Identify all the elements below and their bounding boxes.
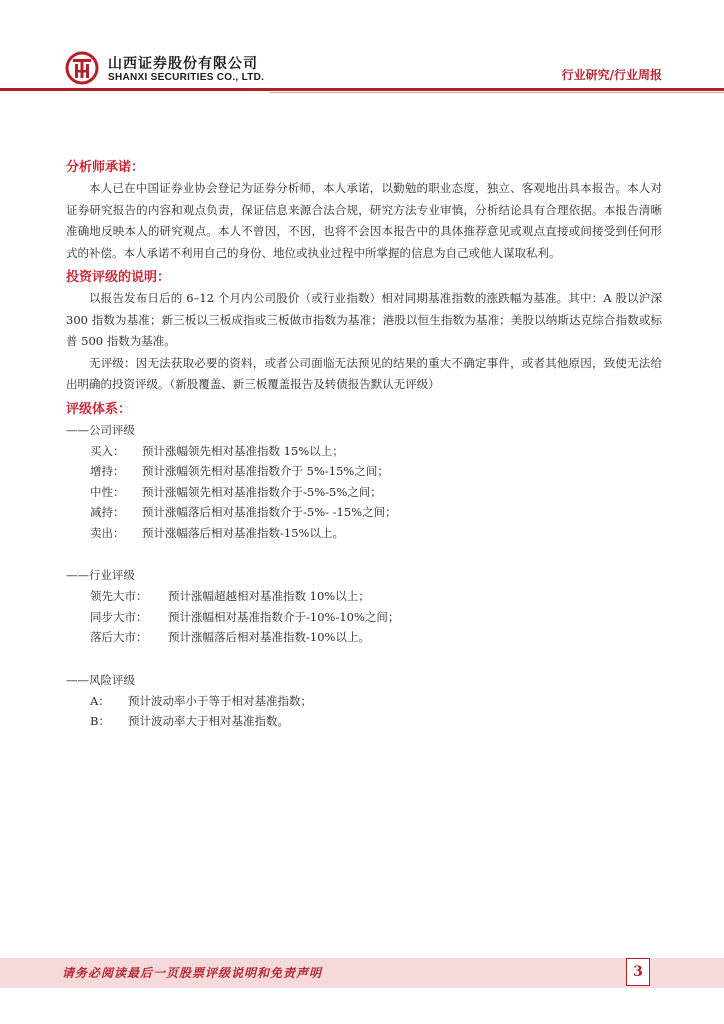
rating-desc: 预计波动率小于等于相对基准指数；	[128, 693, 312, 708]
rating-explain-para-1: 以报告发布日后的 6–12 个月内公司股价（或行业指数）相对同期基准指数的涨跌幅为基准。其中：A 股以沪深 300 指数为基准；新三板以三板成指或三板做市指数为基准；港股以恒生指数为基准；美股以纳斯达克综合指数或标普 500 指数为基准。	[66, 291, 662, 348]
rating-row	[66, 523, 662, 544]
rating-name: 减持：	[90, 505, 125, 519]
rating-name: B：	[90, 714, 110, 728]
rating-system-section	[66, 400, 662, 732]
analyst-commitment-section	[66, 158, 662, 264]
page-number: 3	[626, 958, 650, 986]
rating-name: 领先大市：	[90, 589, 148, 603]
rating-row	[66, 711, 662, 732]
rating-desc: 预计涨幅落后相对基准指数-10%以上。	[168, 630, 370, 644]
section-title-rating-explain: 投资评级的说明：	[66, 270, 171, 285]
header-divider	[0, 88, 724, 91]
rating-name: 卖出：	[90, 525, 125, 540]
rating-name: A：	[90, 693, 110, 708]
analyst-commitment-text: 本人已在中国证券业协会登记为证券分析师，本人承诺，以勤勉的职业态度，独立、客观地出具本报告。本人对证券研究报告的内容和观点负责，保证信息来源合法合规，研究方法专业审慎，分析结论具有合理依据。本报告清晰准确地反映本人的研究观点。本人不曾因，不因，也将不会因本报告中的具体推荐意见或观点直接或间接受到任何形式的补偿。本人承诺不利用自己的身份、地位或执业过程中所掌握的信息为自己或他人谋取私利。	[66, 181, 662, 260]
rating-desc: 预计涨幅领先相对基准指数 15%以上；	[142, 443, 344, 458]
section-title-rating-system: 评级体系：	[66, 401, 132, 417]
industry-rating-label: ——行业评级	[66, 568, 135, 582]
rating-row	[66, 691, 662, 712]
company-name-en: SHANXI SECURITIES CO., LTD.	[108, 72, 265, 83]
company-rating-label: ——公司评级	[66, 422, 135, 437]
rating-desc: 预计涨幅落后相对基准指数-15%以上。	[142, 525, 344, 540]
header-divider-thin	[270, 92, 724, 93]
rating-name: 增持：	[90, 464, 125, 478]
spacer	[66, 543, 662, 565]
rating-name: 同步大市：	[90, 609, 148, 624]
rating-row	[66, 607, 662, 628]
rating-name: 中性：	[90, 484, 125, 499]
company-name-cn: 山西证券股份有限公司	[108, 56, 258, 72]
rating-desc: 预计波动率大于相对基准指数。	[128, 714, 289, 728]
rating-row	[66, 482, 662, 503]
rating-name: 落后大市：	[90, 630, 148, 644]
rating-desc: 预计涨幅领先相对基准指数介于-5%-5%之间；	[142, 484, 382, 499]
section-title-analyst: 分析师承诺：	[66, 160, 145, 175]
risk-rating-label: ——风险评级	[66, 672, 135, 687]
rating-row	[66, 627, 662, 648]
company-logo-icon	[64, 50, 100, 86]
page-header	[0, 0, 724, 96]
rating-desc: 预计涨幅落后相对基准指数介于-5%- -15%之间；	[142, 505, 397, 519]
rating-desc: 预计涨幅相对基准指数介于-10%-10%之间；	[168, 609, 400, 624]
report-type: 行业研究/行业周报	[561, 68, 662, 82]
spacer	[66, 648, 662, 670]
rating-desc: 预计涨幅领先相对基准指数介于 5%-15%之间；	[142, 464, 389, 478]
rating-row	[66, 586, 662, 607]
main-content	[66, 158, 662, 736]
rating-desc: 预计涨幅超越相对基准指数 10%以上；	[168, 589, 370, 603]
rating-name: 买入：	[90, 443, 125, 458]
footer-disclaimer-notice: 请务必阅读最后一页股票评级说明和免责声明	[62, 966, 323, 980]
rating-row	[66, 461, 662, 482]
rating-row	[66, 441, 662, 462]
rating-explain-para-2: 无评级：因无法获取必要的资料，或者公司面临无法预见的结果的重大不确定事件，或者其他原因，致使无法给出明确的投资评级。（新股覆盖、新三板覆盖报告及转债报告默认无评级）	[66, 355, 662, 391]
rating-row	[66, 502, 662, 523]
rating-explanation-section	[66, 268, 662, 396]
